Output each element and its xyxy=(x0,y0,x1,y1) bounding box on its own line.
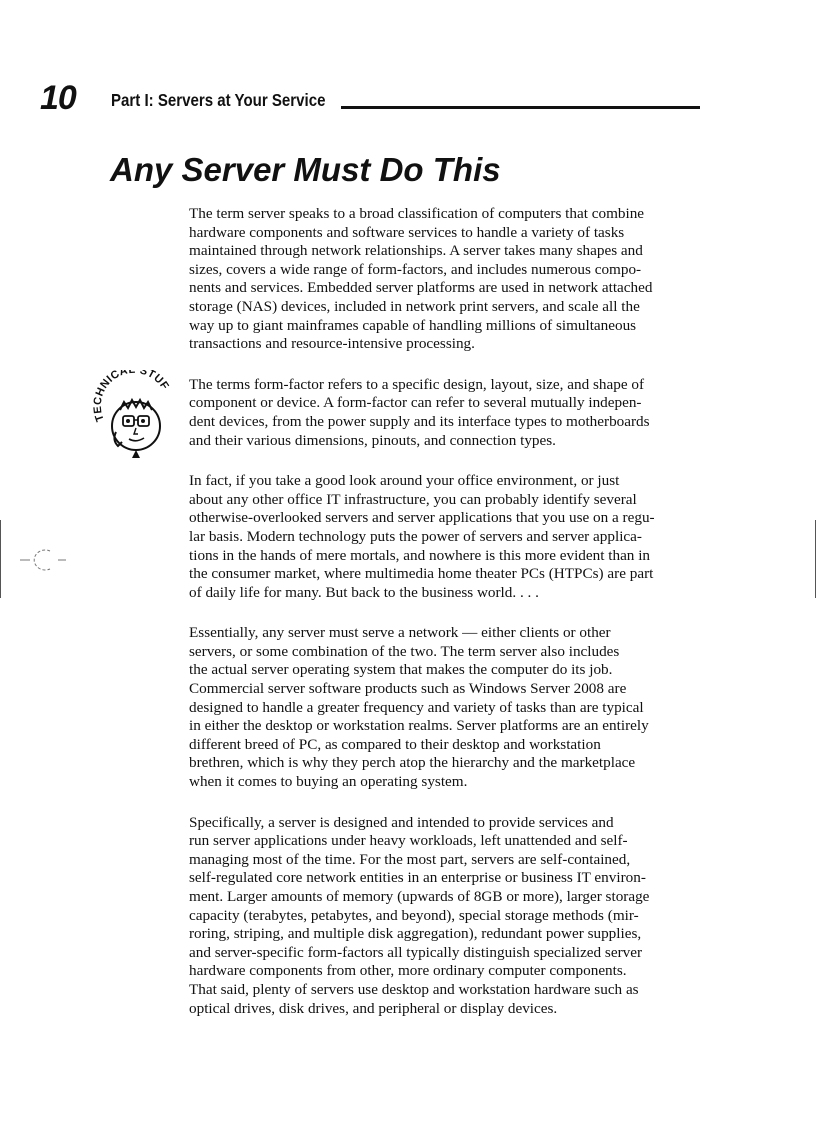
text-line: The terms form-factor refers to a specific design, layout, size, and shape of xyxy=(189,375,645,393)
text-line: capacity (terabytes, petabytes, and beyond), special storage methods (mir- xyxy=(189,906,639,924)
text-line: storage (NAS) devices, included in network print servers, and scale all the xyxy=(189,297,640,315)
text-line: when it comes to buying an operating system. xyxy=(189,773,468,791)
paragraph xyxy=(189,472,719,602)
text-line: maintained through network relationships. A server takes many shapes and xyxy=(189,242,643,260)
section-title: Any Server Must Do This xyxy=(110,151,501,188)
text-line: That said, plenty of servers use desktop and workstation hardware such as xyxy=(189,980,639,998)
text-line: nents and services. Embedded server platforms are used in network attached xyxy=(189,279,653,297)
part-title: Part I: Servers at Your Service xyxy=(111,90,326,110)
text-line: the consumer market, where multimedia home theater PCs (HTPCs) are part xyxy=(189,565,654,583)
text-line: lar basis. Modern technology puts the power of servers and server applica- xyxy=(189,527,642,545)
text-line: Specifically, a server is designed and intended to provide services and xyxy=(189,813,614,831)
text-line: Commercial server software products such as Windows Server 2008 are xyxy=(189,680,627,698)
text-line: optical drives, disk drives, and peripheral or display devices. xyxy=(189,999,558,1017)
text-line: designed to handle a greater frequency and variety of tasks than are typical xyxy=(189,698,644,716)
text-line: in either the desktop or workstation realms. Server platforms are an entirely xyxy=(189,717,649,735)
text-line: roring, striping, and multiple disk aggregation), redundant power supplies, xyxy=(189,925,642,943)
header-rule xyxy=(341,106,700,109)
text-line: managing most of the time. For the most part, servers are self-contained, xyxy=(189,850,631,868)
paragraph xyxy=(189,624,719,791)
text-line: the actual server operating system that makes the computer do its job. xyxy=(189,661,613,679)
running-header xyxy=(0,78,816,118)
text-line: servers, or some combination of the two. The term server also includes xyxy=(189,642,620,660)
technical-stuff-icon xyxy=(92,370,176,460)
text-line: about any other office IT infrastructure, you can probably identify several xyxy=(189,490,637,508)
text-line: brethren, which is why they perch atop the hierarchy and the marketplace xyxy=(189,754,636,772)
text-line: way up to giant mainframes capable of handling millions of simultaneous xyxy=(189,316,637,334)
text-line: dent devices, from the power supply and its interface types to motherboards xyxy=(189,412,650,430)
body-text xyxy=(189,205,719,1040)
text-line: ment. Larger amounts of memory (upwards of 8GB or more), larger storage xyxy=(189,888,650,905)
text-line: different breed of PC, as compared to their desktop and workstation xyxy=(189,735,601,753)
paragraph xyxy=(189,814,719,1019)
crop-mark-left xyxy=(0,520,1,598)
text-line: and server-specific form-factors all typically distinguish specialized server xyxy=(189,943,643,961)
text-line: of daily life for many. But back to the business world. . . . xyxy=(189,583,539,601)
text-line: Essentially, any server must serve a network — either clients or other xyxy=(189,624,611,642)
text-line: sizes, covers a wide range of form-factors, and includes numerous compo- xyxy=(189,260,642,278)
text-line: and their various dimensions, pinouts, and connection types. xyxy=(189,431,556,449)
text-line: transactions and resource-intensive processing. xyxy=(189,335,475,353)
page-number: 10 xyxy=(40,79,76,117)
text-line: tions in the hands of mere mortals, and nowhere is this more evident than in xyxy=(189,546,651,564)
technical-stuff-paragraph xyxy=(189,376,719,450)
text-line: hardware components from other, more ordinary computer components. xyxy=(189,962,627,980)
registration-mark-icon xyxy=(20,548,70,572)
paragraph xyxy=(189,205,719,354)
text-line: component or device. A form-factor can refer to several mutually indepen- xyxy=(189,394,642,412)
text-line: The term server speaks to a broad classification of computers that combine xyxy=(189,205,645,222)
text-line: hardware components and software services to handle a variety of tasks xyxy=(189,223,625,241)
text-line: In fact, if you take a good look around your office environment, or just xyxy=(189,472,620,490)
text-line: self-regulated core network entities in an enterprise or business IT environ- xyxy=(189,869,646,887)
text-line: run server applications under heavy workloads, left unattended and self- xyxy=(189,832,628,850)
text-line: otherwise-overlooked servers and server applications that you use on a regu- xyxy=(189,509,655,527)
technical-stuff-label: TECHNICA STUF xyxy=(92,370,171,424)
